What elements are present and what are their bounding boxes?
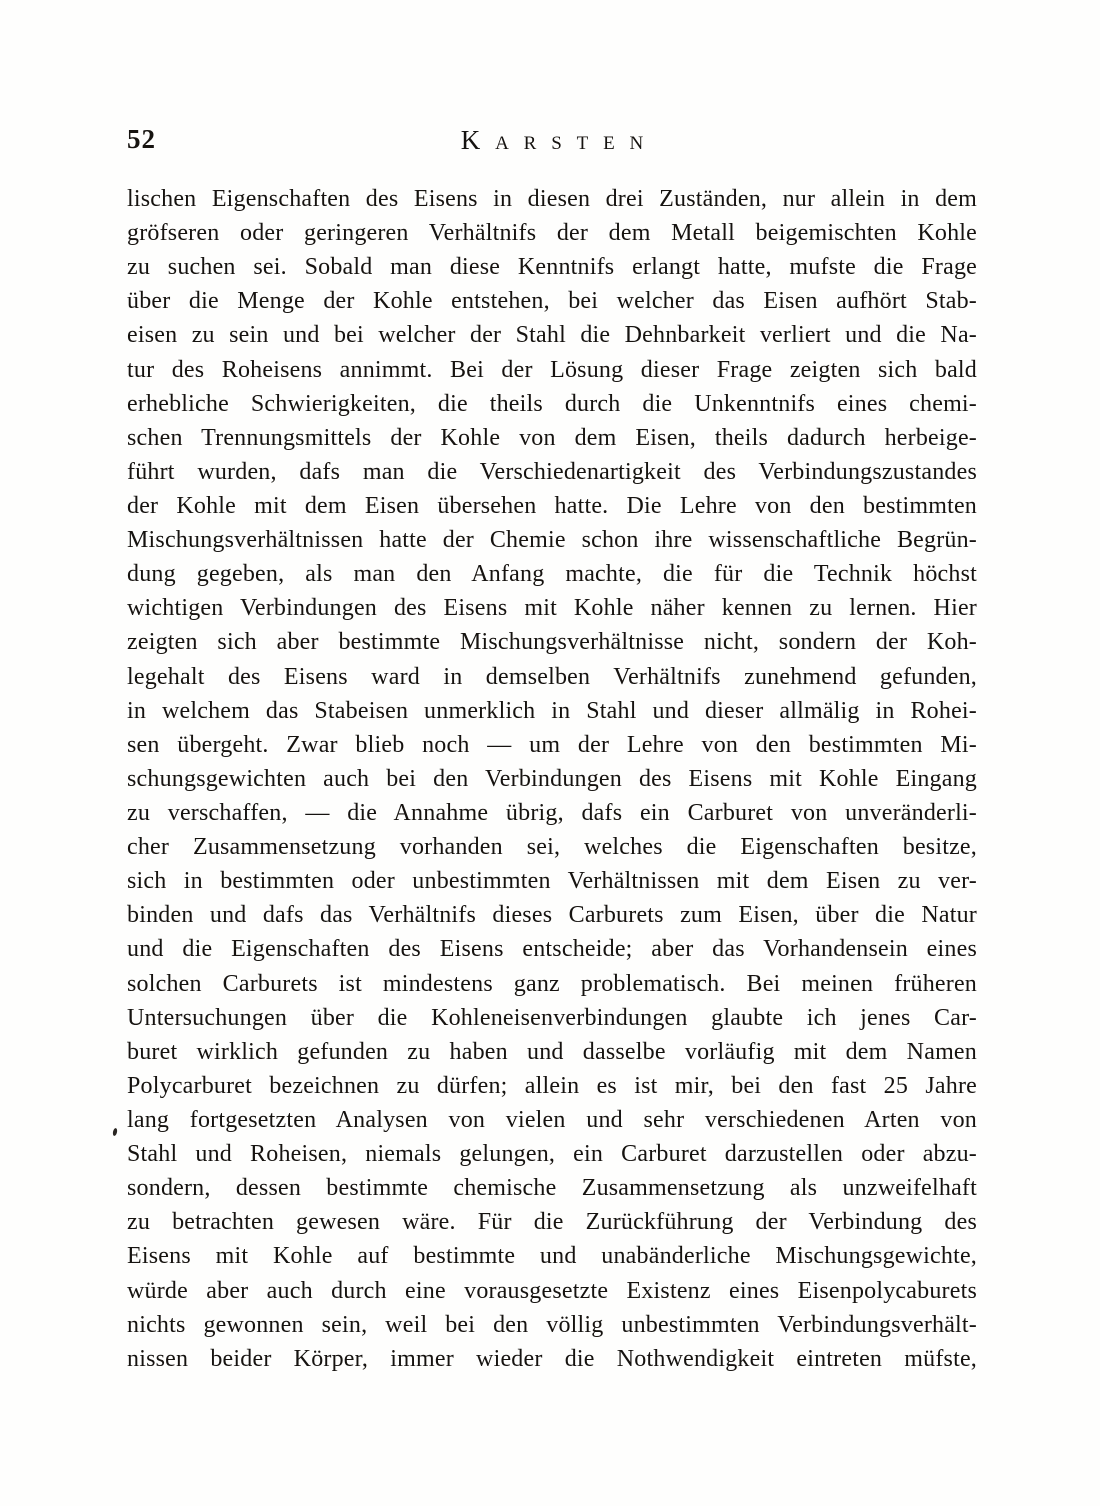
text-line: sondern, dessen bestimmte chemische Zusammensetzung als unzweifelhaft	[127, 1175, 977, 1202]
text-line: Eisens mit Kohle auf bestimmte und unabänderliche Mischungsgewichte,	[127, 1243, 977, 1270]
text-line: und die Eigenschaften des Eisens entscheide; aber das Vorhandensein eines	[127, 936, 977, 963]
body-text	[127, 182, 977, 1376]
text-line: wichtigen Verbindungen des Eisens mit Kohle näher kennen zu lernen. Hier	[127, 595, 977, 622]
text-line: Untersuchungen über die Kohleneisenverbindungen glaubte ich jenes Car-	[127, 1004, 977, 1031]
text-line: führt wurden, dafs man die Verschiedenartigkeit des Verbindungszustandes	[127, 458, 977, 485]
text-line: gröfseren oder geringeren Verhältnifs der dem Metall beigemischten Kohle	[127, 220, 977, 247]
text-line: in welchem das Stabeisen unmerklich in Stahl und dieser allmälig in Rohei-	[127, 697, 977, 724]
text-line: dung gegeben, als man den Anfang machte, die für die Technik höchst	[127, 561, 977, 588]
text-line: sich in bestimmten oder unbestimmten Verhältnissen mit dem Eisen zu ver-	[127, 868, 977, 895]
text-line: cher Zusammensetzung vorhanden sei, welches die Eigenschaften besitze,	[127, 834, 977, 861]
text-line: Mischungsverhältnissen hatte der Chemie schon ihre wissenschaftliche Begrün-	[127, 527, 977, 554]
running-head-author: Karsten	[460, 125, 659, 155]
text-line: schen Trennungsmittels der Kohle von dem Eisen, theils dadurch herbeige-	[127, 424, 977, 451]
text-line: eisen zu sein und bei welcher der Stahl die Dehnbarkeit verliert und die Na-	[127, 322, 977, 349]
text-line: Polycarburet bezeichnen zu dürfen; allein es ist mir, bei den fast 25 Jahre	[127, 1072, 977, 1099]
text-line: zu betrachten gewesen wäre. Für die Zurückführung der Verbindung des	[127, 1209, 977, 1236]
text-line: sen übergeht. Zwar blieb noch — um der Lehre von den bestimmten Mi-	[127, 731, 977, 758]
page-header	[127, 123, 977, 163]
text-line: zeigten sich aber bestimmte Mischungsverhältnisse nicht, sondern der Koh-	[127, 629, 977, 656]
text-line: schungsgewichten auch bei den Verbindungen des Eisens mit Kohle Eingang	[127, 765, 977, 792]
text-line: zu suchen sei. Sobald man diese Kenntnifs erlangt hatte, mufste die Frage	[127, 254, 977, 281]
text-line: legehalt des Eisens ward in demselben Verhältnifs zunehmend gefunden,	[127, 663, 977, 690]
text-line: lang fortgesetzten Analysen von vielen und sehr verschiedenen Arten von	[127, 1106, 977, 1133]
text-line: lischen Eigenschaften des Eisens in diesen drei Zuständen, nur allein in dem	[127, 186, 977, 212]
text-line: über die Menge der Kohle entstehen, bei welcher das Eisen aufhört Stab-	[127, 288, 977, 315]
text-line: der Kohle mit dem Eisen übersehen hatte. Die Lehre von den bestimmten	[127, 492, 977, 519]
page-number: 52	[127, 124, 156, 154]
text-line: binden und dafs das Verhältnifs dieses Carburets zum Eisen, über die Natur	[127, 902, 977, 929]
text-line: erhebliche Schwierigkeiten, die theils durch die Unkenntnifs eines chemi-	[127, 390, 977, 417]
text-line: Stahl und Roheisen, niemals gelungen, ein Carburet darzustellen oder abzu-	[127, 1141, 977, 1168]
text-line: nissen beider Körper, immer wieder die Nothwendigkeit eintreten müfste,	[127, 1345, 977, 1372]
text-line: tur des Roheisens annimmt. Bei der Lösung dieser Frage zeigten sich bald	[127, 356, 977, 383]
text-line: nichts gewonnen sein, weil bei den völlig unbestimmten Verbindungsverhält-	[127, 1311, 977, 1338]
text-line: würde aber auch durch eine vorausgesetzte Existenz eines Eisenpolycaburets	[127, 1277, 977, 1304]
scan-artifact-speck	[112, 1128, 118, 1137]
text-line: zu verschaffen, — die Annahme übrig, dafs ein Carburet von unveränderli-	[127, 799, 977, 826]
text-line: solchen Carburets ist mindestens ganz problematisch. Bei meinen früheren	[127, 970, 977, 997]
text-line: buret wirklich gefunden zu haben und dasselbe vorläufig mit dem Namen	[127, 1038, 977, 1065]
